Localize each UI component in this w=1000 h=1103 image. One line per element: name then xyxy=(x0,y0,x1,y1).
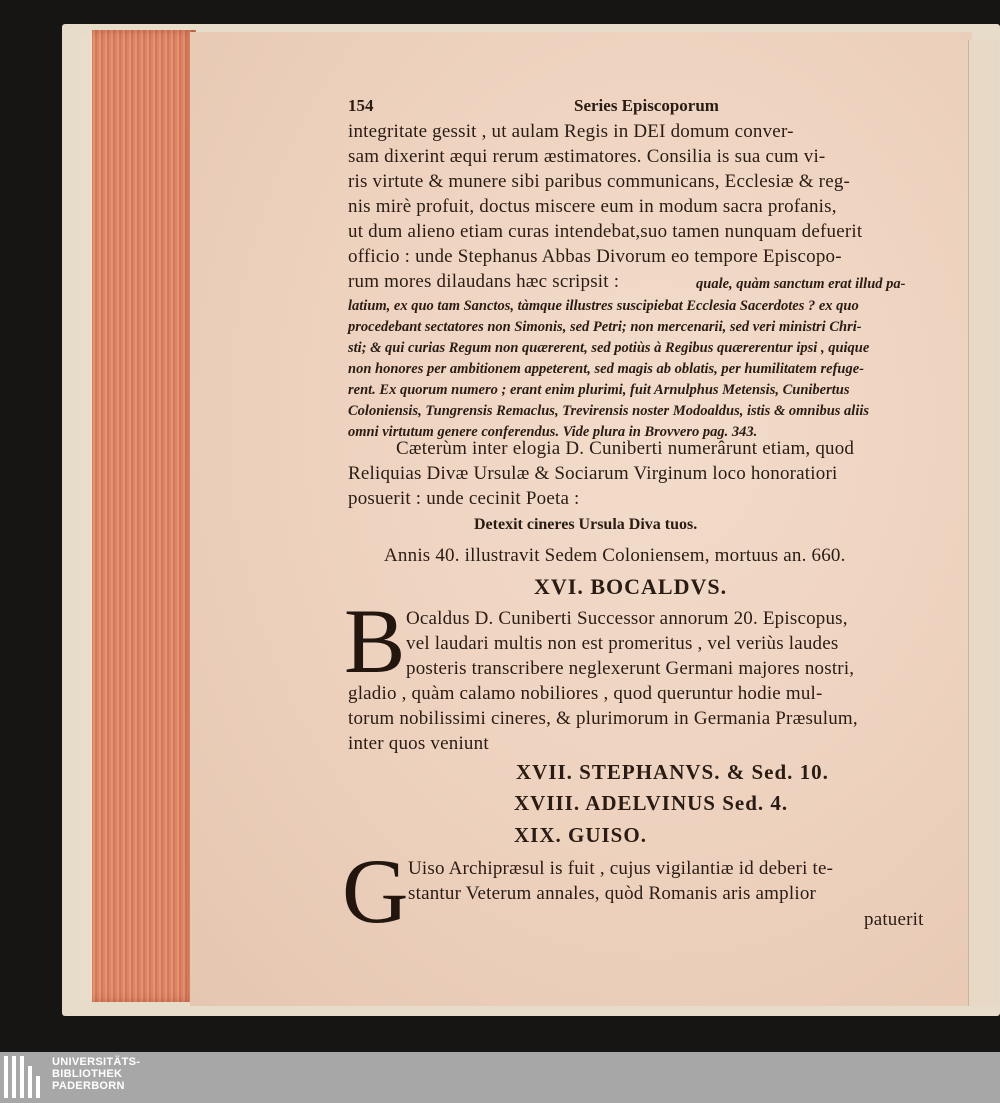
footer-bar xyxy=(0,1052,1000,1103)
drop-cap: G xyxy=(342,840,409,942)
text-line: Reliquias Divæ Ursulæ & Sociarum Virginum loco honoratiori xyxy=(348,463,838,484)
running-title: Series Episcoporum xyxy=(574,96,719,115)
text-line: rum mores dilaudans hæc scripsit : xyxy=(348,271,620,292)
logo-bar-icon xyxy=(20,1056,24,1098)
text-line: ris virtute & munere sibi paribus communicans, Ecclesiæ & reg- xyxy=(348,171,851,192)
logo-bar-icon xyxy=(28,1066,32,1098)
section-heading: XVIII. ADELVINUS Sed. 4. xyxy=(514,791,789,815)
text-line: Cæterùm inter elogia D. Cuniberti numerârunt etiam, quod xyxy=(396,438,855,459)
text-line: torum nobilissimi cineres, & plurimorum in Germania Præsulum, xyxy=(348,708,858,729)
text-line: posteris transcribere neglexerunt Germani majores nostri, xyxy=(406,658,855,679)
text-line: Ocaldus D. Cuniberti Successor annorum 20. Episcopus, xyxy=(406,608,848,629)
logo-text-line: UNIVERSITÄTS- xyxy=(52,1056,141,1068)
logo-bar-icon xyxy=(36,1076,40,1098)
text-line: Annis 40. illustravit Sedem Coloniensem, mortuus an. 660. xyxy=(384,545,846,566)
text-line: officio : unde Stephanus Abbas Divorum eo tempore Episcopo- xyxy=(348,246,842,267)
quote-line: non honores per ambitionem appeterent, sed magis ab oblatis, per humilitatem refuge- xyxy=(348,361,864,377)
text-line: sam dixerint æqui rerum æstimatores. Consilia is sua cum vi- xyxy=(348,146,826,167)
catchword: patuerit xyxy=(864,909,924,930)
section-heading: XIX. GUISO. xyxy=(514,823,647,847)
text-line: integritate gessit , ut aulam Regis in DEI domum conver- xyxy=(348,121,794,142)
quote-line: omni virtutum genere conferendus. Vide plura in Brovvero pag. 343. xyxy=(348,424,758,440)
section-heading: XVII. STEPHANVS. & Sed. 10. xyxy=(516,760,829,784)
logo-bar-icon xyxy=(12,1056,16,1098)
page-number: 154 xyxy=(348,96,374,115)
text-line: posuerit : unde cecinit Poeta : xyxy=(348,488,580,509)
text-line: Uiso Archipræsul is fuit , cujus vigilantiæ id deberi te- xyxy=(408,858,834,879)
text-line: vel laudari multis non est promeritus , vel veriùs laudes xyxy=(406,633,839,654)
page-edge-right xyxy=(968,40,999,1006)
text-line: ut dum alieno etiam curas intendebat,suo tamen nunquam defuerit xyxy=(348,221,863,242)
logo-text-line: PADERBORN xyxy=(52,1080,125,1092)
verse-line: Detexit cineres Ursula Diva tuos. xyxy=(474,516,698,533)
logo-text-line: BIBLIOTHEK xyxy=(52,1068,123,1080)
page-block-edge xyxy=(92,30,196,1002)
text-line: nis mirè profuit, doctus miscere eum in modum sacra profanis, xyxy=(348,196,837,217)
quote-line: Coloniensis, Tungrensis Remaclus, Trevirensis noster Modoaldus, istis & omnibus aliis xyxy=(348,403,870,419)
quote-line: rent. Ex quorum numero ; erant enim plurimi, fuit Arnulphus Metensis, Cunibertus xyxy=(348,382,850,398)
text-line: stantur Veterum annales, quòd Romanis aris amplior xyxy=(408,883,817,904)
text-line: inter quos veniunt xyxy=(348,733,489,754)
logo-bar-icon xyxy=(4,1056,8,1098)
section-heading: XVI. BOCALDVS. xyxy=(534,574,728,599)
quote-line: procedebant sectatores non Simonis, sed Petri; non mercenarii, sed veri ministri Chri- xyxy=(348,319,862,335)
quote-line: latium, ex quo tam Sanctos, tàmque illustres suscipiebat Ecclesia Sacerdotes ? ex quo xyxy=(348,298,859,314)
quote-line: sti; & qui curias Regum non quærerent, sed potiùs à Regibus quærerentur ipsi , quique xyxy=(348,340,870,356)
quote-line: quale, quàm sanctum erat illud pa- xyxy=(696,276,906,292)
text-line: gladio , quàm calamo nobiliores , quod queruntur hodie mul- xyxy=(348,683,823,704)
drop-cap: B xyxy=(344,590,406,692)
